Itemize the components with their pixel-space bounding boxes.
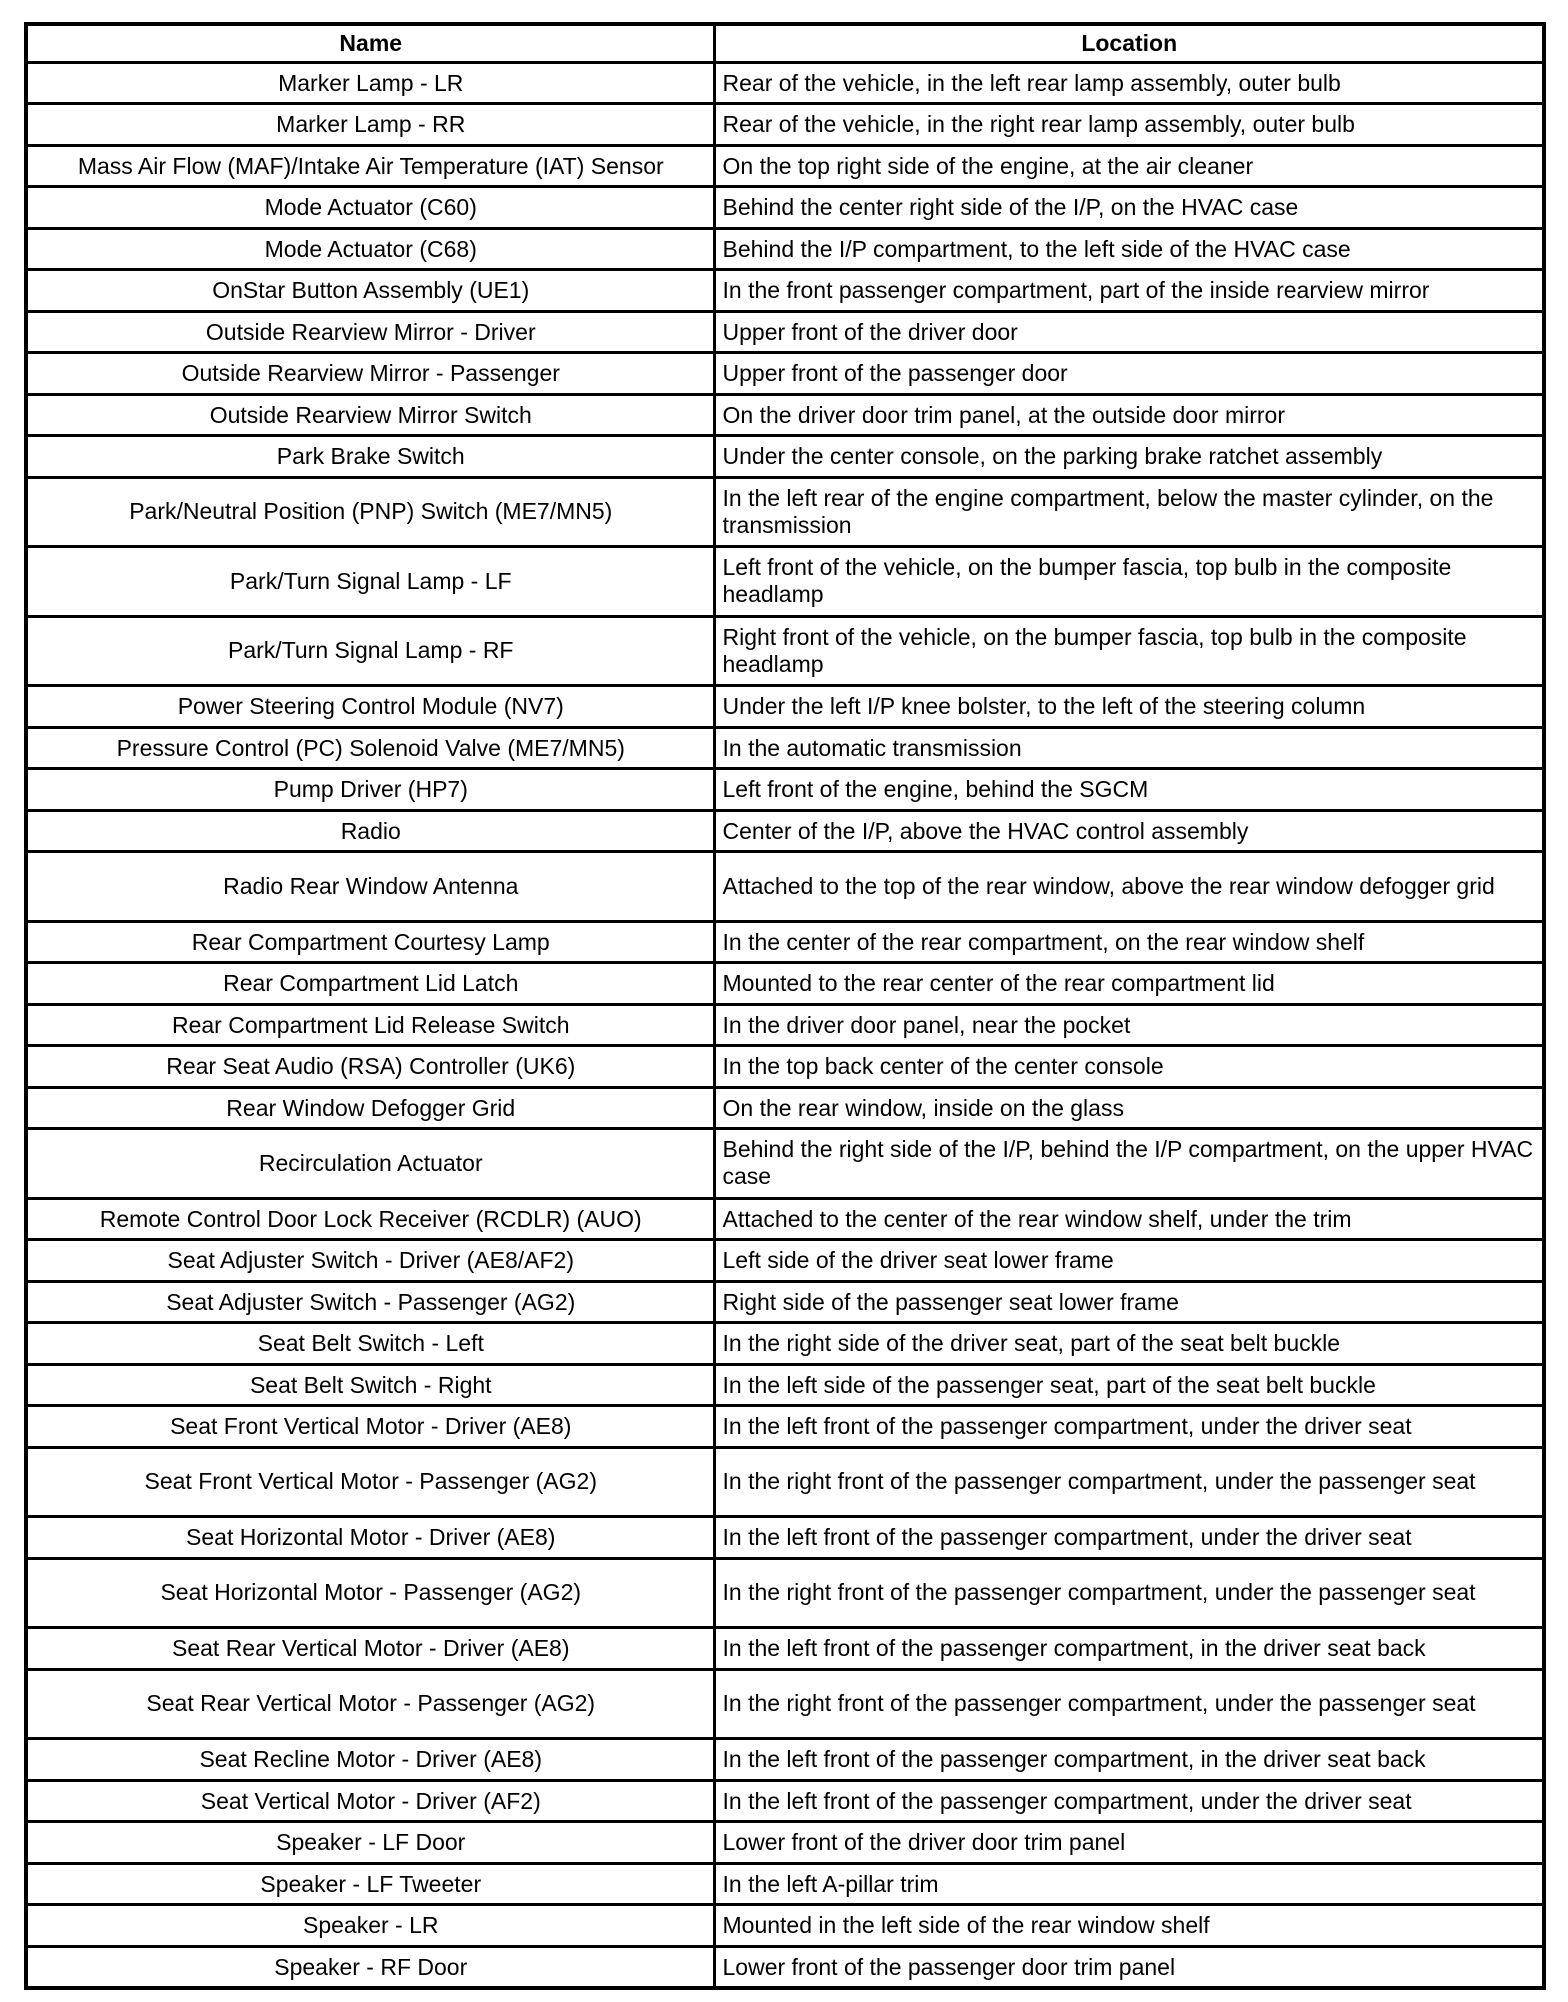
table-row <box>26 1558 1544 1628</box>
component-location-table <box>24 22 1546 1990</box>
component-location: Upper front of the driver door <box>714 311 1544 353</box>
table-row <box>26 1406 1544 1448</box>
table-row <box>26 1863 1544 1905</box>
component-location: In the right front of the passenger compartment, under the passenger seat <box>714 1447 1544 1517</box>
component-name: Outside Rearview Mirror - Driver <box>26 311 714 353</box>
component-name: Radio <box>26 810 714 852</box>
component-location: Attached to the top of the rear window, above the rear window defogger grid <box>714 852 1544 922</box>
component-location: Left front of the engine, behind the SGCM <box>714 769 1544 811</box>
component-name: Mass Air Flow (MAF)/Intake Air Temperature (IAT) Sensor <box>26 145 714 187</box>
component-location: Behind the I/P compartment, to the left side of the HVAC case <box>714 228 1544 270</box>
table-row <box>26 1517 1544 1559</box>
component-name: Seat Adjuster Switch - Driver (AE8/AF2) <box>26 1240 714 1282</box>
component-location: Left side of the driver seat lower frame <box>714 1240 1544 1282</box>
component-name: Outside Rearview Mirror Switch <box>26 394 714 436</box>
table-header-row <box>26 24 1544 62</box>
table-row <box>26 145 1544 187</box>
table-row <box>26 270 1544 312</box>
table-row <box>26 1281 1544 1323</box>
table-row <box>26 727 1544 769</box>
component-name: Speaker - LR <box>26 1905 714 1947</box>
component-location: Rear of the vehicle, in the right rear lamp assembly, outer bulb <box>714 104 1544 146</box>
component-location: Mounted to the rear center of the rear compartment lid <box>714 963 1544 1005</box>
component-name: Park/Turn Signal Lamp - RF <box>26 616 714 686</box>
table-row <box>26 436 1544 478</box>
table-row <box>26 394 1544 436</box>
component-name: Park/Turn Signal Lamp - LF <box>26 547 714 617</box>
component-name: Seat Rear Vertical Motor - Driver (AE8) <box>26 1628 714 1670</box>
component-name: Park/Neutral Position (PNP) Switch (ME7/MN5) <box>26 477 714 547</box>
table-row <box>26 1946 1544 1988</box>
component-name: Seat Vertical Motor - Driver (AF2) <box>26 1780 714 1822</box>
component-location: On the rear window, inside on the glass <box>714 1087 1544 1129</box>
component-name: Seat Adjuster Switch - Passenger (AG2) <box>26 1281 714 1323</box>
table-row <box>26 1628 1544 1670</box>
component-location: Left front of the vehicle, on the bumper fascia, top bulb in the composite headlamp <box>714 547 1544 617</box>
component-name: Outside Rearview Mirror - Passenger <box>26 353 714 395</box>
component-name: Seat Horizontal Motor - Driver (AE8) <box>26 1517 714 1559</box>
location-column-header: Location <box>714 24 1544 62</box>
component-location: Attached to the center of the rear window shelf, under the trim <box>714 1198 1544 1240</box>
component-location: Under the left I/P knee bolster, to the left of the steering column <box>714 686 1544 728</box>
component-name: Rear Window Defogger Grid <box>26 1087 714 1129</box>
component-location: In the right front of the passenger compartment, under the passenger seat <box>714 1558 1544 1628</box>
component-location: In the left front of the passenger compartment, in the driver seat back <box>714 1739 1544 1781</box>
component-location: Upper front of the passenger door <box>714 353 1544 395</box>
component-name: Seat Front Vertical Motor - Passenger (AG2) <box>26 1447 714 1517</box>
table-row <box>26 921 1544 963</box>
component-location: Behind the right side of the I/P, behind the I/P compartment, on the upper HVAC case <box>714 1129 1544 1199</box>
component-name: Speaker - LF Door <box>26 1822 714 1864</box>
component-name: Seat Recline Motor - Driver (AE8) <box>26 1739 714 1781</box>
table-row <box>26 311 1544 353</box>
component-name: Pump Driver (HP7) <box>26 769 714 811</box>
table-row <box>26 353 1544 395</box>
component-name: Rear Compartment Lid Latch <box>26 963 714 1005</box>
component-name: Marker Lamp - RR <box>26 104 714 146</box>
table-row <box>26 1364 1544 1406</box>
component-location: In the top back center of the center console <box>714 1046 1544 1088</box>
component-location: In the driver door panel, near the pocket <box>714 1004 1544 1046</box>
table-row <box>26 547 1544 617</box>
table-row <box>26 104 1544 146</box>
table-row <box>26 616 1544 686</box>
table-row <box>26 810 1544 852</box>
component-name: Seat Rear Vertical Motor - Passenger (AG2) <box>26 1669 714 1739</box>
component-location: Right front of the vehicle, on the bumper fascia, top bulb in the composite headlamp <box>714 616 1544 686</box>
component-name: Speaker - RF Door <box>26 1946 714 1988</box>
table-row <box>26 1739 1544 1781</box>
table-row <box>26 852 1544 922</box>
table-row <box>26 686 1544 728</box>
table-row <box>26 769 1544 811</box>
component-location: On the driver door trim panel, at the outside door mirror <box>714 394 1544 436</box>
component-name: Seat Belt Switch - Right <box>26 1364 714 1406</box>
table-row <box>26 1780 1544 1822</box>
component-location: In the left front of the passenger compartment, under the driver seat <box>714 1406 1544 1448</box>
component-name: Marker Lamp - LR <box>26 62 714 104</box>
component-name: Seat Horizontal Motor - Passenger (AG2) <box>26 1558 714 1628</box>
component-location: In the left A-pillar trim <box>714 1863 1544 1905</box>
component-location: In the left side of the passenger seat, part of the seat belt buckle <box>714 1364 1544 1406</box>
component-name: Power Steering Control Module (NV7) <box>26 686 714 728</box>
component-location: Rear of the vehicle, in the left rear lamp assembly, outer bulb <box>714 62 1544 104</box>
table-row <box>26 1046 1544 1088</box>
component-name: Recirculation Actuator <box>26 1129 714 1199</box>
table-row <box>26 1905 1544 1947</box>
component-location: Lower front of the passenger door trim panel <box>714 1946 1544 1988</box>
component-name: Seat Belt Switch - Left <box>26 1323 714 1365</box>
table-row <box>26 1447 1544 1517</box>
component-location: In the left front of the passenger compartment, under the driver seat <box>714 1780 1544 1822</box>
table-row <box>26 187 1544 229</box>
table-row <box>26 1129 1544 1199</box>
table-row <box>26 228 1544 270</box>
component-location: In the center of the rear compartment, on the rear window shelf <box>714 921 1544 963</box>
component-name: Rear Compartment Lid Release Switch <box>26 1004 714 1046</box>
table-row <box>26 1240 1544 1282</box>
table-row <box>26 62 1544 104</box>
component-name: Seat Front Vertical Motor - Driver (AE8) <box>26 1406 714 1448</box>
component-location: In the left front of the passenger compartment, in the driver seat back <box>714 1628 1544 1670</box>
component-name: Rear Compartment Courtesy Lamp <box>26 921 714 963</box>
component-location: Behind the center right side of the I/P, on the HVAC case <box>714 187 1544 229</box>
table-row <box>26 1323 1544 1365</box>
component-location: Mounted in the left side of the rear window shelf <box>714 1905 1544 1947</box>
name-column-header: Name <box>26 24 714 62</box>
table-row <box>26 1198 1544 1240</box>
table-row <box>26 1822 1544 1864</box>
table-row <box>26 477 1544 547</box>
component-name: Radio Rear Window Antenna <box>26 852 714 922</box>
component-name: Rear Seat Audio (RSA) Controller (UK6) <box>26 1046 714 1088</box>
component-location: Center of the I/P, above the HVAC control assembly <box>714 810 1544 852</box>
table-row <box>26 1004 1544 1046</box>
component-name: Mode Actuator (C60) <box>26 187 714 229</box>
component-name: Mode Actuator (C68) <box>26 228 714 270</box>
component-location: In the left front of the passenger compartment, under the driver seat <box>714 1517 1544 1559</box>
component-name: Speaker - LF Tweeter <box>26 1863 714 1905</box>
table-row <box>26 1087 1544 1129</box>
component-name: OnStar Button Assembly (UE1) <box>26 270 714 312</box>
table-row <box>26 1669 1544 1739</box>
component-location: In the right side of the driver seat, part of the seat belt buckle <box>714 1323 1544 1365</box>
component-location: In the automatic transmission <box>714 727 1544 769</box>
component-location: On the top right side of the engine, at the air cleaner <box>714 145 1544 187</box>
component-location: Lower front of the driver door trim panel <box>714 1822 1544 1864</box>
table-row <box>26 963 1544 1005</box>
component-name: Remote Control Door Lock Receiver (RCDLR) (AUO) <box>26 1198 714 1240</box>
component-location: In the left rear of the engine compartment, below the master cylinder, on the transmission <box>714 477 1544 547</box>
component-location: Right side of the passenger seat lower frame <box>714 1281 1544 1323</box>
component-location: In the right front of the passenger compartment, under the passenger seat <box>714 1669 1544 1739</box>
component-location: In the front passenger compartment, part of the inside rearview mirror <box>714 270 1544 312</box>
component-location: Under the center console, on the parking brake ratchet assembly <box>714 436 1544 478</box>
component-name: Pressure Control (PC) Solenoid Valve (ME7/MN5) <box>26 727 714 769</box>
component-name: Park Brake Switch <box>26 436 714 478</box>
